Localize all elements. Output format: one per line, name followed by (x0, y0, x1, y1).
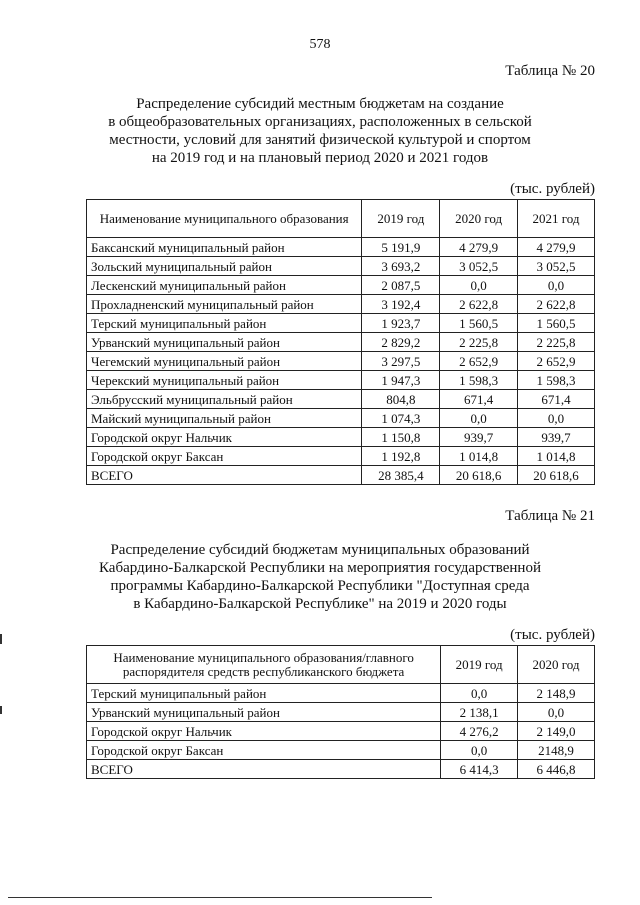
table-row (87, 741, 595, 760)
row-name: Урванский муниципальный район (87, 333, 362, 352)
row-name: Терский муниципальный район (87, 684, 441, 703)
row-value: 20 618,6 (518, 466, 595, 485)
table-row (87, 333, 595, 352)
row-value: 4 279,9 (440, 238, 518, 257)
row-value: 0,0 (518, 703, 595, 722)
table-21-label: Таблица № 21 (505, 508, 595, 524)
row-value: 804,8 (362, 390, 440, 409)
row-name: Черекский муниципальный район (87, 371, 362, 390)
table-21-units: (тыс. рублей) (510, 627, 595, 643)
table-20-title-line: местности, условий для занятий физической культурой и спортом (109, 132, 531, 148)
table-total-row (87, 760, 595, 779)
row-value: 28 385,4 (362, 466, 440, 485)
row-value: 2 149,0 (518, 722, 595, 741)
row-name: ВСЕГО (87, 466, 362, 485)
row-name: Городской округ Нальчик (87, 428, 362, 447)
table-21-title-line: в Кабардино-Балкарской Республике" на 2019 и 2020 годы (133, 596, 507, 612)
row-name: Зольский муниципальный район (87, 257, 362, 276)
row-name: Прохладненский муниципальный район (87, 295, 362, 314)
table-20-header-name: Наименование муниципального образования (87, 200, 362, 238)
row-value: 1 598,3 (518, 371, 595, 390)
table-20-header-year: 2019 год (362, 200, 440, 238)
row-value: 2 652,9 (518, 352, 595, 371)
table-20-title-line: в общеобразовательных организациях, расположенных в сельской (108, 114, 532, 130)
row-value: 0,0 (518, 276, 595, 295)
row-value: 3 297,5 (362, 352, 440, 371)
row-value: 671,4 (440, 390, 518, 409)
table-row (87, 238, 595, 257)
row-value: 3 192,4 (362, 295, 440, 314)
row-value: 939,7 (440, 428, 518, 447)
row-value: 2 622,8 (440, 295, 518, 314)
table-row (87, 428, 595, 447)
table-21-header-year: 2020 год (518, 646, 595, 684)
row-value: 1 947,3 (362, 371, 440, 390)
table-21-title-line: Распределение субсидий бюджетам муниципальных образований (110, 542, 530, 558)
row-value: 2 652,9 (440, 352, 518, 371)
table-20-title (0, 95, 640, 167)
scan-mark (0, 706, 2, 714)
bottom-rule (8, 897, 432, 898)
row-value: 3 052,5 (518, 257, 595, 276)
row-name: Городской округ Нальчик (87, 722, 441, 741)
table-20-header-year: 2020 год (440, 200, 518, 238)
table-row (87, 390, 595, 409)
row-name: Урванский муниципальный район (87, 703, 441, 722)
row-name: Майский муниципальный район (87, 409, 362, 428)
table-21-title-line: Кабардино-Балкарской Республики на мероприятия государственной (99, 560, 541, 576)
table-21 (86, 645, 595, 779)
row-value: 2 829,2 (362, 333, 440, 352)
table-20-title-line: Распределение субсидий местным бюджетам на создание (136, 96, 504, 112)
row-name: Лескенский муниципальный район (87, 276, 362, 295)
row-value: 1 150,8 (362, 428, 440, 447)
row-value: 2148,9 (518, 741, 595, 760)
row-value: 0,0 (440, 409, 518, 428)
row-value: 0,0 (440, 276, 518, 295)
table-row (87, 684, 595, 703)
row-value: 1 014,8 (440, 447, 518, 466)
row-name: Терский муниципальный район (87, 314, 362, 333)
row-value: 0,0 (441, 684, 518, 703)
row-value: 6 446,8 (518, 760, 595, 779)
table-row (87, 703, 595, 722)
table-20 (86, 199, 595, 485)
table-row (87, 276, 595, 295)
table-row (87, 257, 595, 276)
row-value: 1 598,3 (440, 371, 518, 390)
row-value: 2 148,9 (518, 684, 595, 703)
row-value: 0,0 (441, 741, 518, 760)
table-row (87, 295, 595, 314)
row-value: 20 618,6 (440, 466, 518, 485)
table-20-title-line: на 2019 год и на плановый период 2020 и 2021 годов (151, 150, 489, 166)
row-value: 1 014,8 (518, 447, 595, 466)
table-20-header-year: 2021 год (518, 200, 595, 238)
row-value: 1 923,7 (362, 314, 440, 333)
row-value: 0,0 (518, 409, 595, 428)
table-row (87, 447, 595, 466)
table-row (87, 352, 595, 371)
table-21-header-name: Наименование муниципального образования/главного распорядителя средств республиканского бюджета (87, 646, 441, 684)
row-value: 1 192,8 (362, 447, 440, 466)
row-value: 3 693,2 (362, 257, 440, 276)
row-value: 4 276,2 (441, 722, 518, 741)
row-value: 1 560,5 (518, 314, 595, 333)
row-value: 6 414,3 (441, 760, 518, 779)
row-name: Баксанский муниципальный район (87, 238, 362, 257)
row-value: 5 191,9 (362, 238, 440, 257)
table-21-title-line: программы Кабардино-Балкарской Республики "Доступная среда (110, 578, 530, 594)
row-name: Городской округ Баксан (87, 741, 441, 760)
table-row (87, 371, 595, 390)
table-20-units: (тыс. рублей) (510, 181, 595, 197)
row-name: ВСЕГО (87, 760, 441, 779)
row-value: 2 225,8 (440, 333, 518, 352)
row-value: 4 279,9 (518, 238, 595, 257)
table-total-row (87, 466, 595, 485)
table-20-label: Таблица № 20 (505, 63, 595, 79)
row-value: 2 622,8 (518, 295, 595, 314)
scan-mark (0, 634, 2, 644)
row-value: 1 074,3 (362, 409, 440, 428)
row-value: 671,4 (518, 390, 595, 409)
row-name: Чегемский муниципальный район (87, 352, 362, 371)
table-row (87, 314, 595, 333)
row-name: Городской округ Баксан (87, 447, 362, 466)
row-value: 1 560,5 (440, 314, 518, 333)
table-row (87, 722, 595, 741)
page-number: 578 (309, 37, 331, 52)
row-value: 2 138,1 (441, 703, 518, 722)
row-value: 2 087,5 (362, 276, 440, 295)
row-value: 3 052,5 (440, 257, 518, 276)
row-value: 939,7 (518, 428, 595, 447)
row-name: Эльбрусский муниципальный район (87, 390, 362, 409)
row-value: 2 225,8 (518, 333, 595, 352)
table-21-header-year: 2019 год (441, 646, 518, 684)
table-21-title (0, 541, 640, 613)
table-row (87, 409, 595, 428)
